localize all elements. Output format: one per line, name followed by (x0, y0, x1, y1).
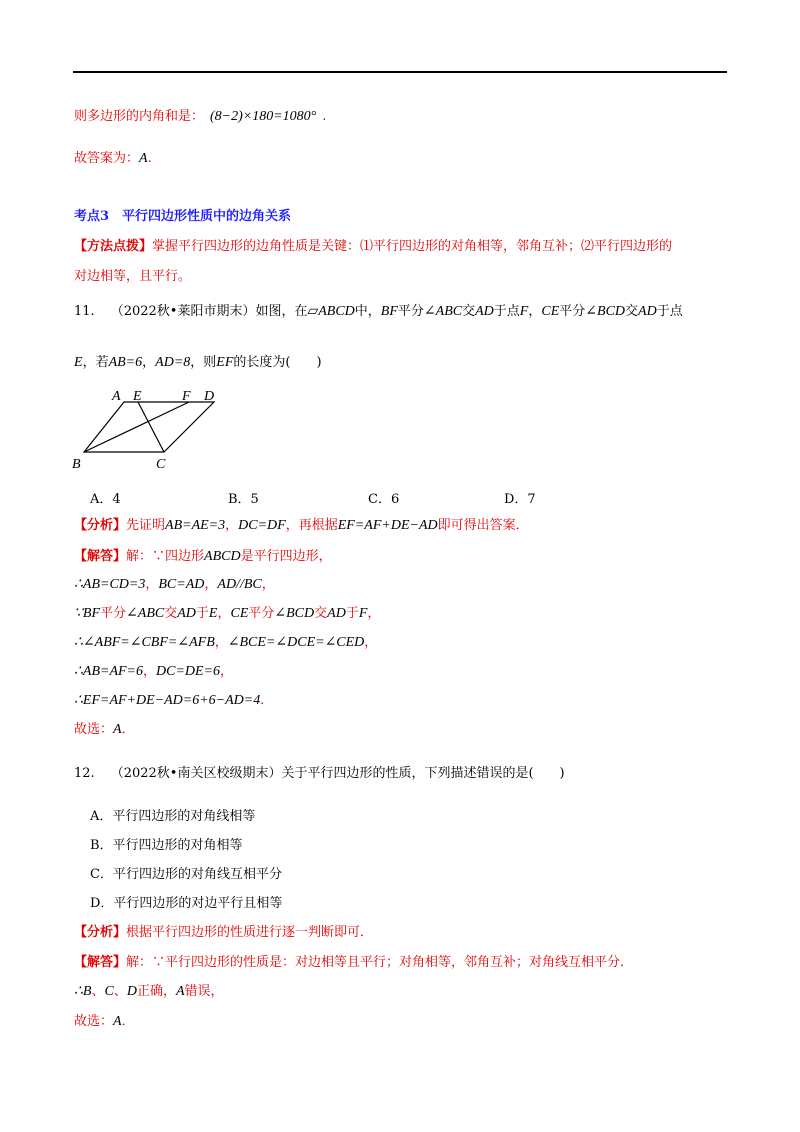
q11-stem: 于点 (656, 304, 683, 319)
q11-option-d[interactable]: D．7 (504, 492, 536, 507)
q12-option-c[interactable]: C．平行四边形的对角线互相平分 (90, 867, 282, 882)
q11-math: AD=8 (155, 355, 191, 370)
result-text: 错误， (184, 984, 224, 999)
choose-prefix: 故选： (74, 1014, 114, 1029)
answer-prefix: 故答案为： (74, 151, 140, 166)
result-math: ∴B (74, 984, 92, 999)
q11-stem: 平分 (559, 304, 586, 319)
solution-text: 解：∵四边形 (126, 549, 205, 564)
solution-math: ∴AB=CD=3 (74, 577, 146, 592)
solution-text: ， (214, 635, 228, 650)
solution-text: ， (220, 664, 234, 679)
q11-math: CE (541, 304, 560, 319)
q11-solution-line-4 (74, 634, 377, 652)
label-e: E (133, 389, 142, 404)
segment-bf (84, 402, 189, 452)
solution-text: 交 (314, 606, 328, 621)
solution-math: ∠BCD (274, 606, 315, 621)
q11-solution-line-3 (74, 605, 380, 623)
solution-text: ， (367, 606, 381, 621)
q12-stem-text: （2022秋•南关区校级期末）关于平行四边形的性质，下列描述错误的是 (110, 766, 529, 781)
q11-math: E (74, 355, 83, 370)
solution-text: 平分 (248, 606, 275, 621)
q11-solution-line-1 (74, 548, 332, 566)
analysis-math: EF=AF+DE−AD (337, 518, 438, 533)
q11-math: BF (380, 304, 398, 319)
sum-end: . (322, 109, 327, 124)
label-b: B (72, 457, 81, 472)
solution-text: 解：∵平行四边形的性质是：对边相等且平行；对角相等，邻角互补；对角线互相平分． (126, 955, 634, 970)
q11-stem: 的长度为 (233, 355, 286, 370)
q12-stem (74, 765, 565, 783)
choose-value: A (113, 722, 122, 737)
solution-math: ∵BF (74, 606, 101, 621)
result-text: 、 (113, 984, 127, 999)
q11-math: ▱ABCD (307, 304, 355, 319)
q11-analysis (74, 517, 529, 535)
answer-value: A (139, 151, 148, 166)
q11-solution-line-5 (74, 663, 233, 681)
q11-math: F (519, 304, 529, 319)
solution-text: ， (204, 577, 218, 592)
solution-math: CE (230, 606, 249, 621)
header-rule (73, 71, 727, 73)
q11-stem: 交 (625, 304, 639, 319)
method-tip-line-2: 对边相等，且平行。 (74, 269, 192, 284)
choose-end: ． (121, 722, 135, 737)
q11-stem: 平分 (397, 304, 424, 319)
label-c: C (156, 457, 166, 472)
q11-blank: ( ) (285, 355, 322, 370)
solution-math: AD//BC (217, 577, 262, 592)
method-tag: 【方法点拨】 (74, 239, 153, 254)
solution-text: 是平行四边形， (240, 549, 332, 564)
q12-option-b[interactable]: B．平行四边形的对角相等 (90, 838, 243, 853)
prev-answer-line (74, 150, 152, 168)
choose-end: ． (121, 1014, 135, 1029)
solution-text: ， (217, 606, 231, 621)
q12-blank: ( ) (528, 766, 565, 781)
interior-angle-sum-line (74, 108, 326, 126)
solution-text: ， (261, 577, 275, 592)
result-math: D (126, 984, 137, 999)
sum-formula: (8−2)×180=1080° (210, 109, 317, 124)
parallelogram-abcd (84, 402, 214, 452)
q11-stem-line-2 (74, 354, 322, 372)
label-d: D (204, 389, 215, 404)
parallelogram-figure (70, 384, 230, 474)
q11-stem: 于点 (493, 304, 520, 319)
analysis-text: 即可得出答案． (437, 518, 529, 533)
q11-math: AD (475, 304, 494, 319)
q11-option-c[interactable]: C．6 (368, 492, 400, 507)
analysis-text: ， (225, 518, 239, 533)
analysis-math: AB=AE=3 (165, 518, 226, 533)
result-text: 正确， (136, 984, 176, 999)
solution-tag: 【解答】 (74, 955, 127, 970)
q12-choose-line (74, 1013, 135, 1031)
solution-math: ∴EF=AF+DE−AD=6+6−AD=4 (74, 693, 261, 708)
solution-text: 交 (164, 606, 178, 621)
section-title: 考点3 平行四边形性质中的边角关系 (74, 209, 292, 224)
solution-math: DC=DE=6 (156, 664, 221, 679)
solution-text: 于 (345, 606, 359, 621)
q12-option-a[interactable]: A．平行四边形的对角线相等 (90, 809, 256, 824)
q11-option-a[interactable]: A．4 (90, 492, 121, 507)
solution-math: ∠BCE=∠DCE=∠CED (227, 635, 365, 650)
solution-tag: 【解答】 (74, 549, 127, 564)
q11-math: EF (216, 355, 234, 370)
solution-math: ∴∠ABF=∠CBF=∠AFB (74, 635, 215, 650)
solution-math: ∴AB=AF=6 (74, 664, 144, 679)
q11-stem: （2022秋•莱阳市期末）如图，在 (110, 304, 308, 319)
solution-math: F (358, 606, 368, 621)
analysis-tag: 【分析】 (74, 925, 127, 940)
q12-analysis (74, 924, 373, 942)
result-math: C (104, 984, 114, 999)
label-a: A (112, 389, 121, 404)
q11-math: AD (638, 304, 657, 319)
solution-math: AD (177, 606, 196, 621)
analysis-text: ，再根据 (285, 518, 338, 533)
q11-math: AB=6 (108, 355, 143, 370)
solution-math: E (208, 606, 218, 621)
q11-stem: 交 (462, 304, 476, 319)
q11-math: ∠BCD (585, 304, 626, 319)
analysis-tag: 【分析】 (74, 518, 127, 533)
q11-stem: ，若 (82, 355, 109, 370)
q11-solution-line-6 (74, 692, 273, 710)
q11-stem-line-1 (74, 303, 683, 321)
q11-solution-line-2 (74, 576, 275, 594)
choose-prefix: 故选： (74, 722, 114, 737)
solution-text: ， (364, 635, 378, 650)
q11-math: ∠ABC (423, 304, 463, 319)
solution-math: AD (327, 606, 346, 621)
q11-number: 11. (74, 304, 95, 319)
method-text-1: 掌握平行四边形的边角性质是关键：⑴平行四边形的对角相等，邻角互补；⑵平行四边形的 (152, 239, 673, 254)
result-text: 、 (91, 984, 105, 999)
solution-math: BC=AD (158, 577, 205, 592)
q11-stem: ，则 (190, 355, 217, 370)
label-f: F (182, 389, 191, 404)
solution-math: ABCD (204, 549, 241, 564)
analysis-text: 根据平行四边形的性质进行逐一判断即可． (126, 925, 374, 940)
q12-solution (74, 954, 633, 972)
q11-stem: 中， (354, 304, 381, 319)
result-math: A (175, 984, 185, 999)
solution-text: ． (260, 693, 274, 708)
q11-stem: ， (142, 355, 156, 370)
analysis-math: DC=DF (238, 518, 286, 533)
q11-option-b[interactable]: B．5 (228, 492, 259, 507)
q12-option-d[interactable]: D．平行四边形的对边平行且相等 (90, 896, 283, 911)
solution-text: ， (143, 664, 157, 679)
analysis-text: 先证明 (126, 518, 166, 533)
solution-text: 于 (195, 606, 209, 621)
sum-text: 则多边形的内角和是： (74, 109, 205, 124)
solution-math: ∠ABC (126, 606, 165, 621)
q11-choose-line (74, 721, 135, 739)
solution-text: 平分 (100, 606, 127, 621)
choose-value: A (113, 1014, 122, 1029)
solution-text: ， (145, 577, 159, 592)
q12-result (74, 983, 224, 1001)
answer-end: . (147, 151, 152, 166)
q11-stem: ， (528, 304, 542, 319)
q12-number: 12. (74, 766, 95, 781)
segment-ce (138, 402, 164, 452)
method-tip-line-1 (74, 238, 672, 256)
